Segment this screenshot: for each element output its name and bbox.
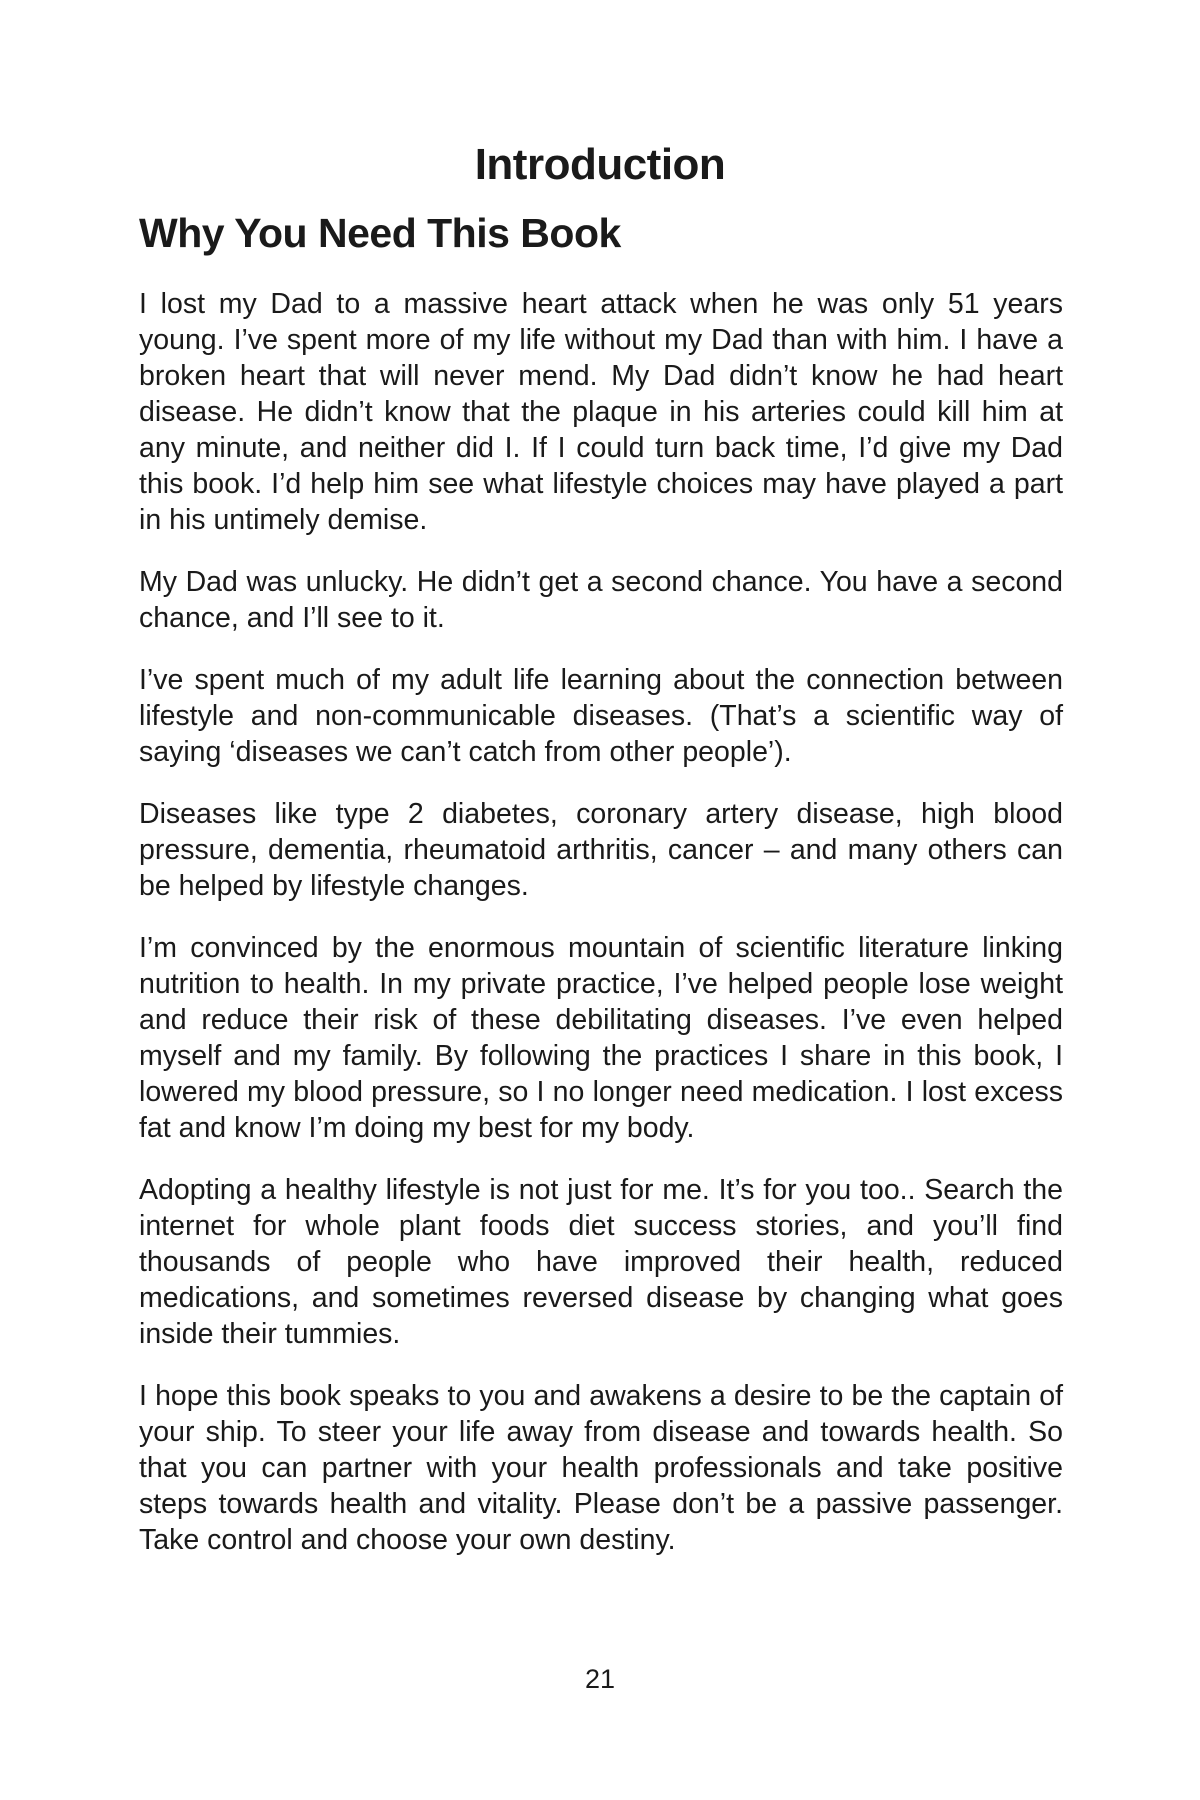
paragraph-4: Diseases like type 2 diabetes, coronary artery disease, high blood pressure, dementia, rheumatoid arthritis, cancer – and many others can be helped by lifestyle changes.	[139, 798, 1063, 902]
paragraph-5: I’m convinced by the enormous mountain of scientific literature linking nutrition to health. In my private practice, I’ve helped people lose weight and reduce their risk of these debilitating diseases. I’ve even helped myself and my family. By following the practices I share in this book, I lowered my blood pressure, so I no longer need medication. I lost excess fat and know I’m doing my best for my body.	[139, 932, 1063, 1144]
chapter-title: Introduction	[474, 140, 726, 189]
paragraph-6: Adopting a healthy lifestyle is not just for me. It’s for you too.. Search the internet for whole plant foods diet success stories, and you’ll find thousands of people who have improved their health, reduced medications, and sometimes reversed disease by changing what goes inside their tummies.	[139, 1174, 1063, 1350]
paragraph-3: I’ve spent much of my adult life learning about the connection between lifestyle and non-communicable diseases. (That’s a scientific way of saying ‘diseases we can’t catch from other people’).	[139, 664, 1063, 768]
paragraph-1: I lost my Dad to a massive heart attack when he was only 51 years young. I’ve spent more of my life without my Dad than with him. I have a broken heart that will never mend. My Dad didn’t know he had heart disease. He didn’t know that the plaque in his arteries could kill him at any minute, and neither did I. If I could turn back time, I’d give my Dad this book. I’d help him see what lifestyle choices may have played a part in his untimely demise.	[139, 288, 1063, 536]
paragraph-2: My Dad was unlucky. He didn’t get a second chance. You have a second chance, and I’ll see to it.	[139, 566, 1063, 634]
body-text	[139, 286, 1063, 1584]
section-title: Why You Need This Book	[139, 210, 621, 256]
page-number: 21	[584, 1664, 616, 1694]
paragraph-7: I hope this book speaks to you and awakens a desire to be the captain of your ship. To steer your life away from disease and towards health. So that you can partner with your health professionals and take positive steps towards health and vitality. Please don’t be a passive passenger. Take control and choose your own destiny.	[139, 1380, 1063, 1556]
